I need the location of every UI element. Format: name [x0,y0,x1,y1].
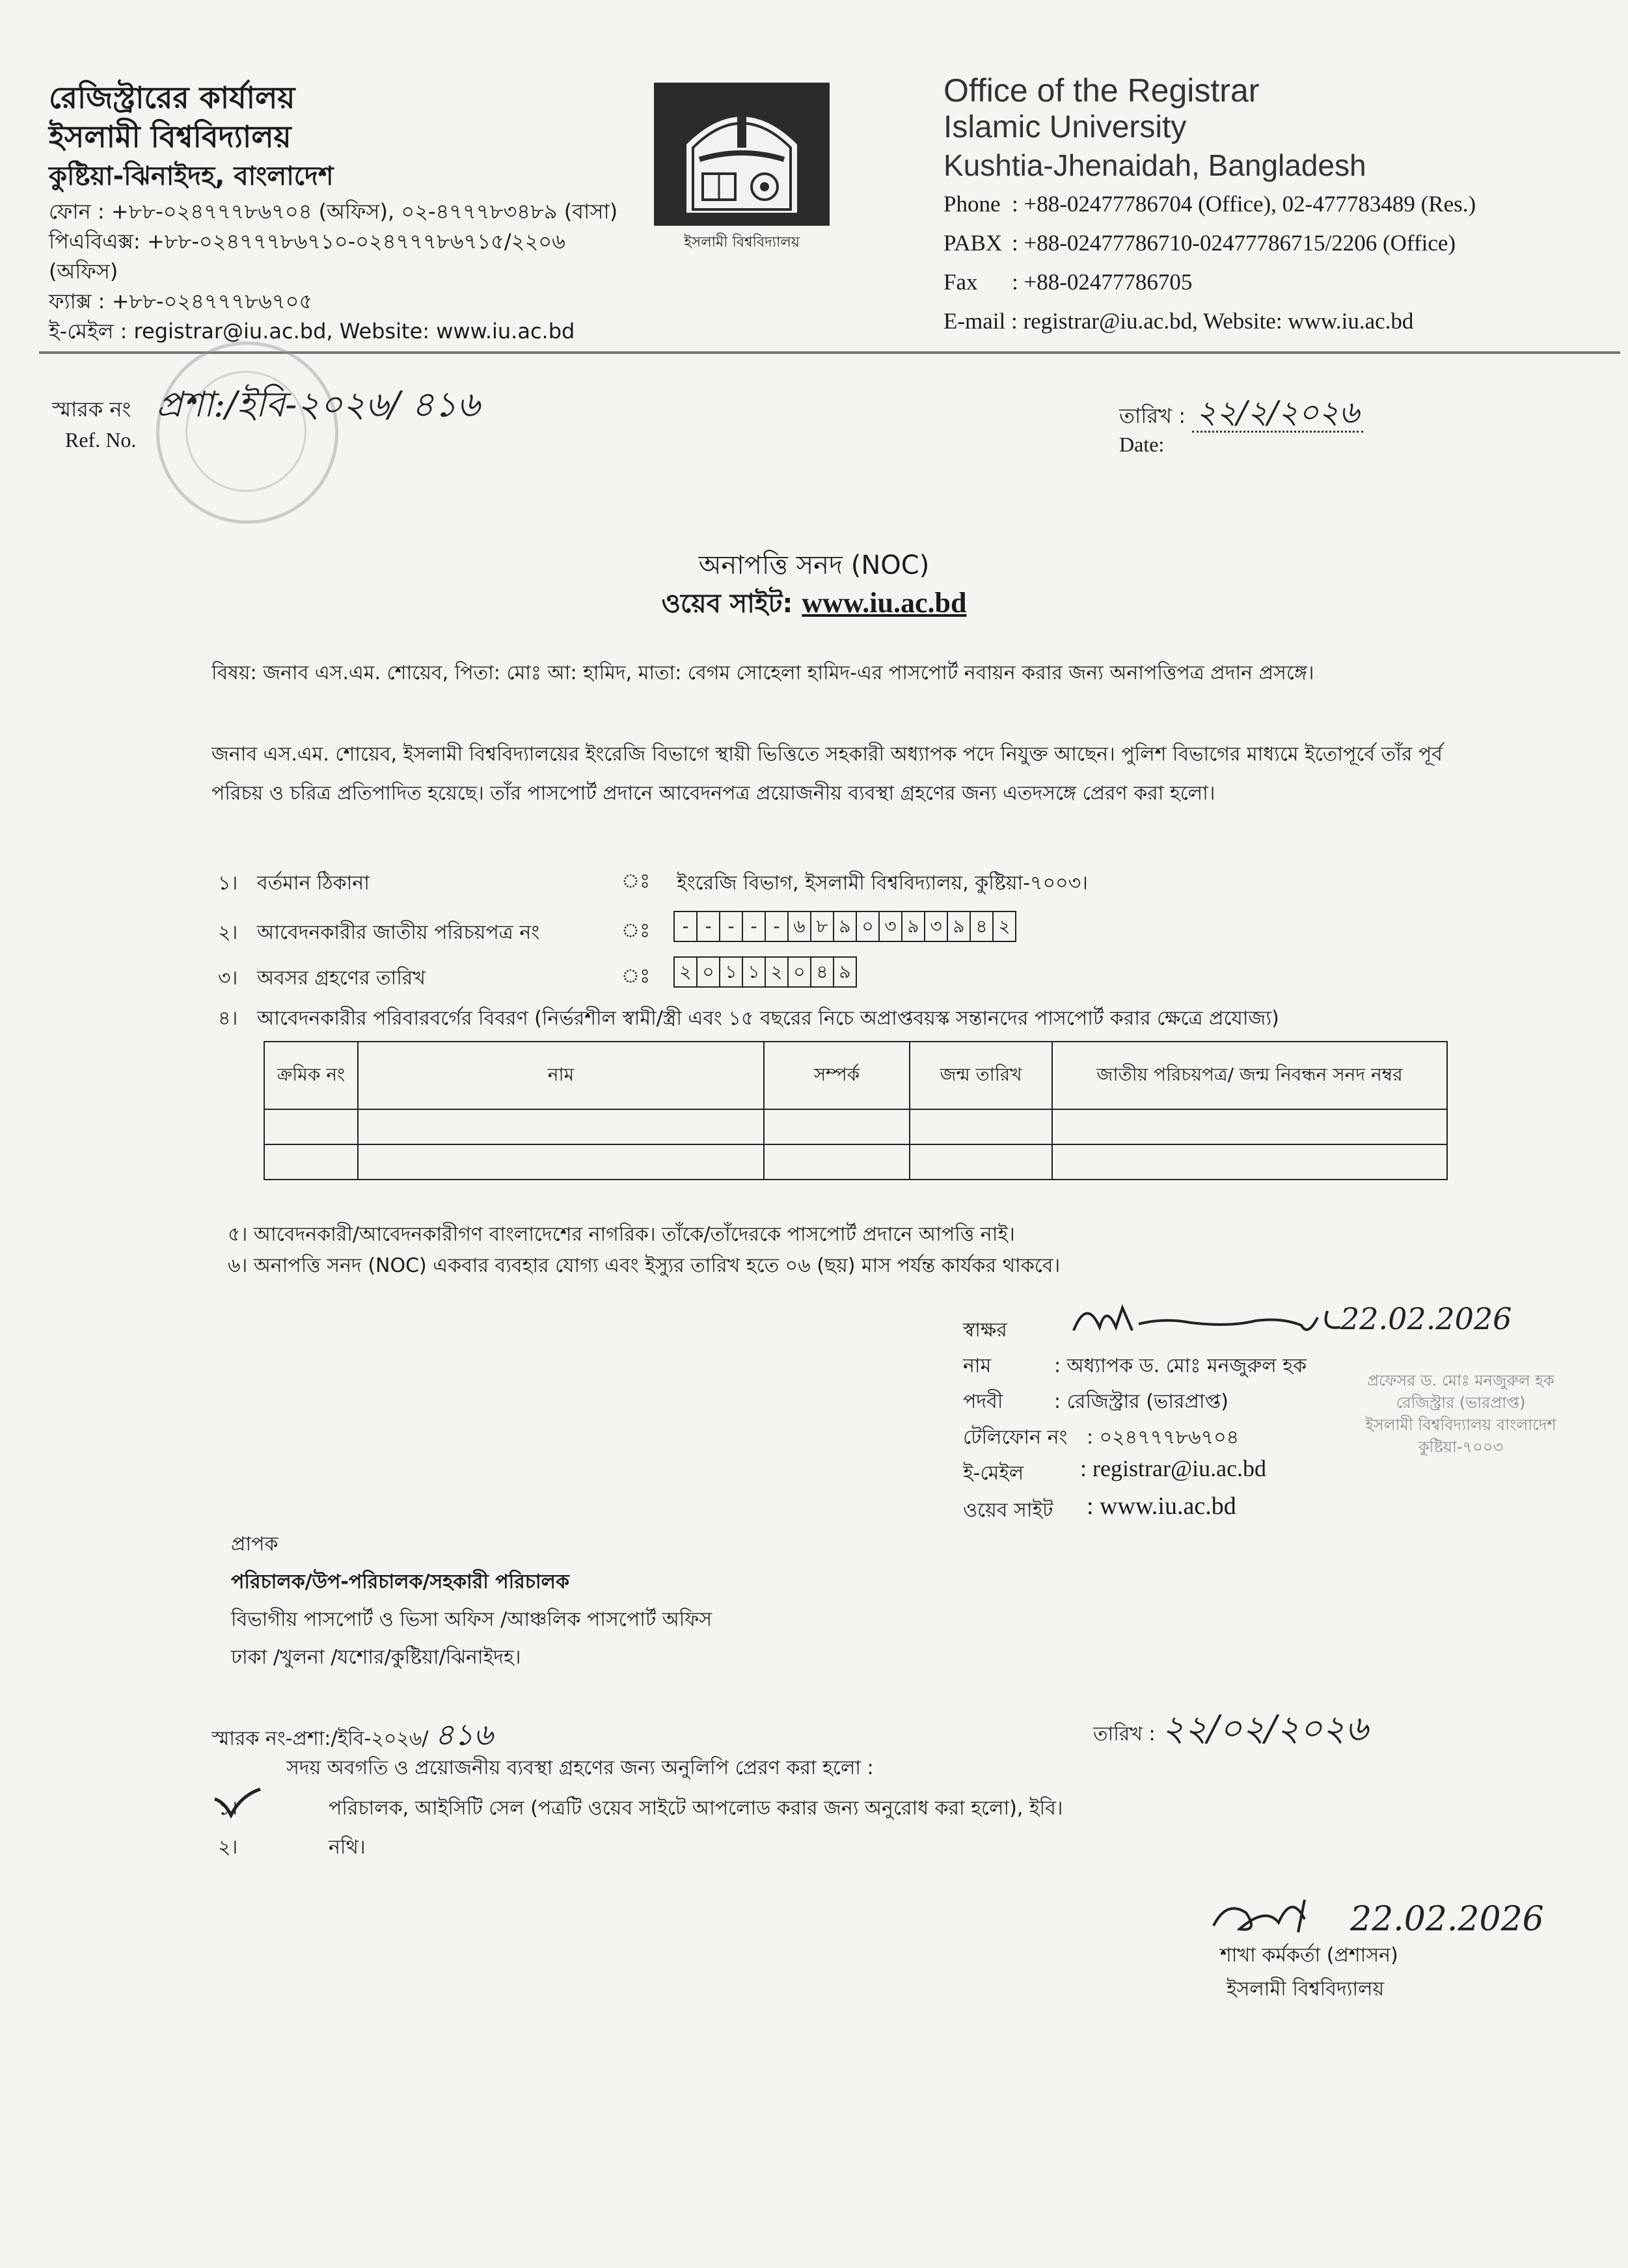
digit-box: ২ [994,911,1016,942]
recipient-line3: ঢাকা /খুলনা /যশোর/কুষ্টিয়া/ঝিনাইদহ। [231,1646,521,1669]
item-citizen: ৫। আবেদনকারী/আবেদনকারীগণ বাংলাদেশের নাগরিক। তাঁকে/তাঁদেরকে পাসপোর্ট প্রদানে আপত্তি নাই। [228,1223,1015,1246]
pabx-key: PABX [943,230,1003,256]
digit-box: - [698,911,720,942]
item-family [218,1001,1467,1037]
phone-en [943,185,1594,224]
digit-box: - [720,911,743,942]
date-label-bn: তারিখ : [1119,403,1186,428]
retirement-date-boxes [673,956,857,988]
item-label: বর্তমান ঠিকানা [257,872,370,895]
item-number: ৩। [218,967,238,990]
office-name-bn: রেজিস্ট্রারের কার্যালয় [49,80,295,115]
digit-box: ৬ [789,911,811,942]
phone-value: : ০২৪৭৭৭৮৬৭০৪ [1087,1426,1240,1449]
logo-caption: ইসলামী বিশ্ববিদ্যালয় [684,234,800,250]
nid-number-boxes [673,911,1016,942]
copy-item-text: নথি। [329,1836,366,1859]
section-officer-org: ইসলামী বিশ্ববিদ্যালয় [1227,1978,1385,2001]
name-label: নাম [963,1355,992,1377]
copy-date [1093,1701,1368,1760]
copy-item-1 [218,1792,1063,1826]
digit-box: - [743,911,766,942]
fax-en [943,263,1594,302]
web-label: ওয়েব সাইট [963,1499,1053,1522]
copy-intro: সদয় অবগতি ও প্রয়োজনীয় ব্যবস্থা গ্রহণের জন্য অনুলিপি প্রেরণ করা হলো : [286,1757,874,1779]
digit-box: - [766,911,789,942]
date-value: ২২/২/২০২৬ [1192,394,1363,433]
copy-item-2 [218,1831,366,1865]
section-officer-signature-icon [1207,1887,1370,1945]
table-header-row [264,1042,1447,1109]
address-bn: কুষ্টিয়া-ঝিনাইদহ, বাংলাদেশ [49,161,334,191]
phone-key: Phone [943,191,1001,217]
fax-key: Fax [943,269,978,295]
phone-value: : +88-02477786704 (Office), 02-477783489 (Res.) [1012,191,1476,217]
seal-line: কুষ্টিয়া-৭০০৩ [1418,1438,1504,1456]
digit-box: ০ [698,956,720,988]
digit-box: ২ [673,956,698,988]
digit-box: ৩ [925,911,948,942]
digit-box: ৯ [834,911,857,942]
recipient-line2: বিভাগীয় পাসপোর্ট ও ভিসা অফিস /আঞ্চলিক পাসপোর্ট অফিস [231,1608,712,1631]
seal-line: রেজিস্ট্রার (ভারপ্রাপ্ত) [1396,1394,1526,1412]
digit-box: ০ [789,956,811,988]
copy-item-number: ১। [218,1797,238,1820]
digit-box: - [673,911,698,942]
office-name-en: Office of the Registrar [943,72,1260,109]
col-relation: সম্পর্ক [764,1042,910,1109]
table-row [264,1109,1447,1144]
item-number: ১। [218,872,238,895]
fax-bn: ফ্যাক্স : +৮৮-০২৪৭৭৭৮৬৭০৫ [49,289,313,314]
copy-ref-value: ৪১৬ [435,1717,493,1752]
copy-item-number: ২। [218,1836,238,1859]
section-officer-title: শাখা কর্মকর্তা (প্রশাসন) [1220,1944,1398,1967]
email-en: E-mail : registrar@iu.ac.bd, Website: www.iu.ac.bd [943,308,1414,334]
section-officer-sign-date: 22.02.2026 [1350,1900,1544,1939]
document-title: অনাপত্তি সনদ (NOC) [698,550,930,580]
subject-line: বিষয়: জনাব এস.এম. শোয়েব, পিতা: মোঃ আ: হামিদ, মাতা: বেগম সোহেলা হামিদ-এর পাসপোর্ট নবায়ন করার জন্য অনাপত্তিপত্র প্রদান প্রসঙ্গে। [211,662,1314,684]
university-name-en: Islamic University [943,110,1187,144]
logo-emblem-icon [654,83,830,226]
digit-box: ১ [743,956,766,988]
digit-box: ৮ [811,911,834,942]
email-label: ই-মেইল [963,1462,1024,1485]
designation-label: পদবী [963,1390,1003,1413]
col-serial: ক্রমিক নং [264,1042,358,1109]
university-name-bn: ইসলামী বিশ্ববিদ্যালয় [49,119,292,154]
digit-box: ৩ [880,911,902,942]
date-label-en: Date: [1119,433,1165,456]
digit-box: ৪ [811,956,834,988]
ref-label-bn: স্মারক নং [52,397,131,422]
item-colon: ঃ [621,870,651,893]
ref-value: প্রশা:/ইবি-২০২৬/ ৪১৬ [156,384,480,425]
address-en: Kushtia-Jhenaidah, Bangladesh [943,148,1366,182]
sign-date: 22.02.2026 [1340,1301,1512,1336]
reference-number [52,377,480,436]
table-row [264,1144,1447,1180]
seal-line: ইসলামী বিশ্ববিদ্যালয় বাংলাদেশ [1365,1416,1556,1434]
pabx-value: : +88-02477786710-02477786715/2206 (Office) [1012,230,1456,256]
copy-item-text: পরিচালক, আইসিটি সেল (পত্রটি ওয়েব সাইটে আপলোড করার জন্য অনুরোধ করা হলো), ইবি। [329,1797,1063,1820]
copy-date-value: ২২/০২/২০২৬ [1161,1708,1368,1749]
digit-box: ১ [720,956,743,988]
fax-value: : +88-02477786705 [1012,269,1193,295]
item-retirement [218,960,426,997]
digit-box: ৯ [834,956,857,988]
item-nid [218,915,539,951]
copy-ref-label: স্মারক নং-প্রশা:/ইবি-২০২৬/ [211,1727,429,1750]
item-number: ৪। [218,1007,238,1030]
email-bn: ই-মেইল : registrar@iu.ac.bd, Website: www.iu.ac.bd [49,319,575,344]
item-validity: ৬। অনাপত্তি সনদ (NOC) একবার ব্যবহার যোগ্য এবং ইস্যুর তারিখ হতে ০৬ (ছয়) মাস পর্যন্ত কার্যকর থাকবে। [228,1254,1061,1277]
phone-bn: ফোন : +৮৮-০২৪৭৭৭৮৬৭০৪ (অফিস), ০২-৪৭৭৭৮৩৪৮৯ (বাসা) [49,199,618,224]
seal-line: প্রফেসর ড. মোঃ মনজুরুল হক [1367,1371,1554,1390]
body-paragraph: জনাব এস.এম. শোয়েব, ইসলামী বিশ্ববিদ্যালয়ের ইংরেজি বিভাগে স্থায়ী ভিত্তিতে সহকারী অধ্যাপক পদে নিযুক্ত আছেন। পুলিশ বিভাগের মাধ্যমে ইতোপূর্বে তাঁর পূর্ব পরিচয় ও চরিত্র প্রতিপাদিত হয়েছে। তাঁর পাসপোর্ট প্রদানে আবেদনপত্র প্রয়োজনীয় ব্যবস্থা গ্রহণের জন্য এতদসঙ্গে প্রেরণ করা হলো। [211,743,1443,805]
col-dob: জন্ম তারিখ [910,1042,1052,1109]
ref-label-en: Ref. No. [65,428,137,452]
digit-box: ২ [766,956,789,988]
website-link[interactable]: www.iu.ac.bd [802,587,967,619]
digit-box: ৯ [948,911,971,942]
recipient-block [231,1526,712,1677]
header-bangla [49,78,634,346]
item-colon: ঃ [621,965,651,988]
pabx-en [943,224,1594,263]
header-english [943,72,1594,341]
col-nid: জাতীয় পরিচয়পত্র/ জন্ম নিবন্ধন সনদ নম্বর [1052,1042,1447,1109]
university-logo [654,83,830,226]
digit-box: ০ [857,911,880,942]
section-officer-block [1220,1939,1398,2006]
registrar-seal [1318,1370,1604,1458]
item-label: আবেদনকারীর জাতীয় পরিচয়পত্র নং [257,921,540,944]
pabx-bn: পিএবিএক্স: +৮৮-০২৪৭৭৭৮৬৭১০-০২৪৭৭৭৮৬৭১৫/২২০৬ (অফিস) [49,229,565,284]
item-label: অবসর গ্রহণের তারিখ [257,967,426,990]
family-table [264,1041,1448,1180]
website-label: ওয়েব সাইট: [661,589,802,619]
web-value: : www.iu.ac.bd [1087,1492,1236,1520]
website-line [0,584,1628,623]
name-value: : অধ্যাপক ড. মোঃ মনজুরুল হক [1054,1355,1307,1377]
recipient-label: প্রাপক [231,1533,278,1556]
item-number: ২। [218,921,238,944]
item-address [218,865,370,902]
item-label: আবেদনকারীর পরিবারবর্গের বিবরণ (নির্ভরশীল স্বামী/স্ত্রী এবং ১৫ বছরের নিচে অপ্রাপ্তবয়স্ক সন্তানদের পাসপোর্ট করার ক্ষেত্রে প্রযোজ্য) [257,1007,1279,1030]
recipient-line1: পরিচালক/উপ-পরিচালক/সহকারী পরিচালক [231,1571,569,1593]
designation-value: : রেজিস্ট্রার (ভারপ্রাপ্ত) [1054,1390,1228,1413]
sign-label: স্বাক্ষর [963,1319,1007,1342]
email-value: : registrar@iu.ac.bd [1080,1455,1267,1481]
phone-label: টেলিফোন নং [963,1426,1068,1449]
digit-box: ৯ [902,911,925,942]
col-name: নাম [358,1042,764,1109]
digit-box: ৪ [971,911,994,942]
copy-date-label: তারিখ : [1093,1723,1156,1746]
address-value: ইংরেজি বিভাগ, ইসলামী বিশ্ববিদ্যালয়, কুষ্টিয়া-৭০০৩। [677,872,1088,895]
item-colon: ঃ [621,919,651,942]
